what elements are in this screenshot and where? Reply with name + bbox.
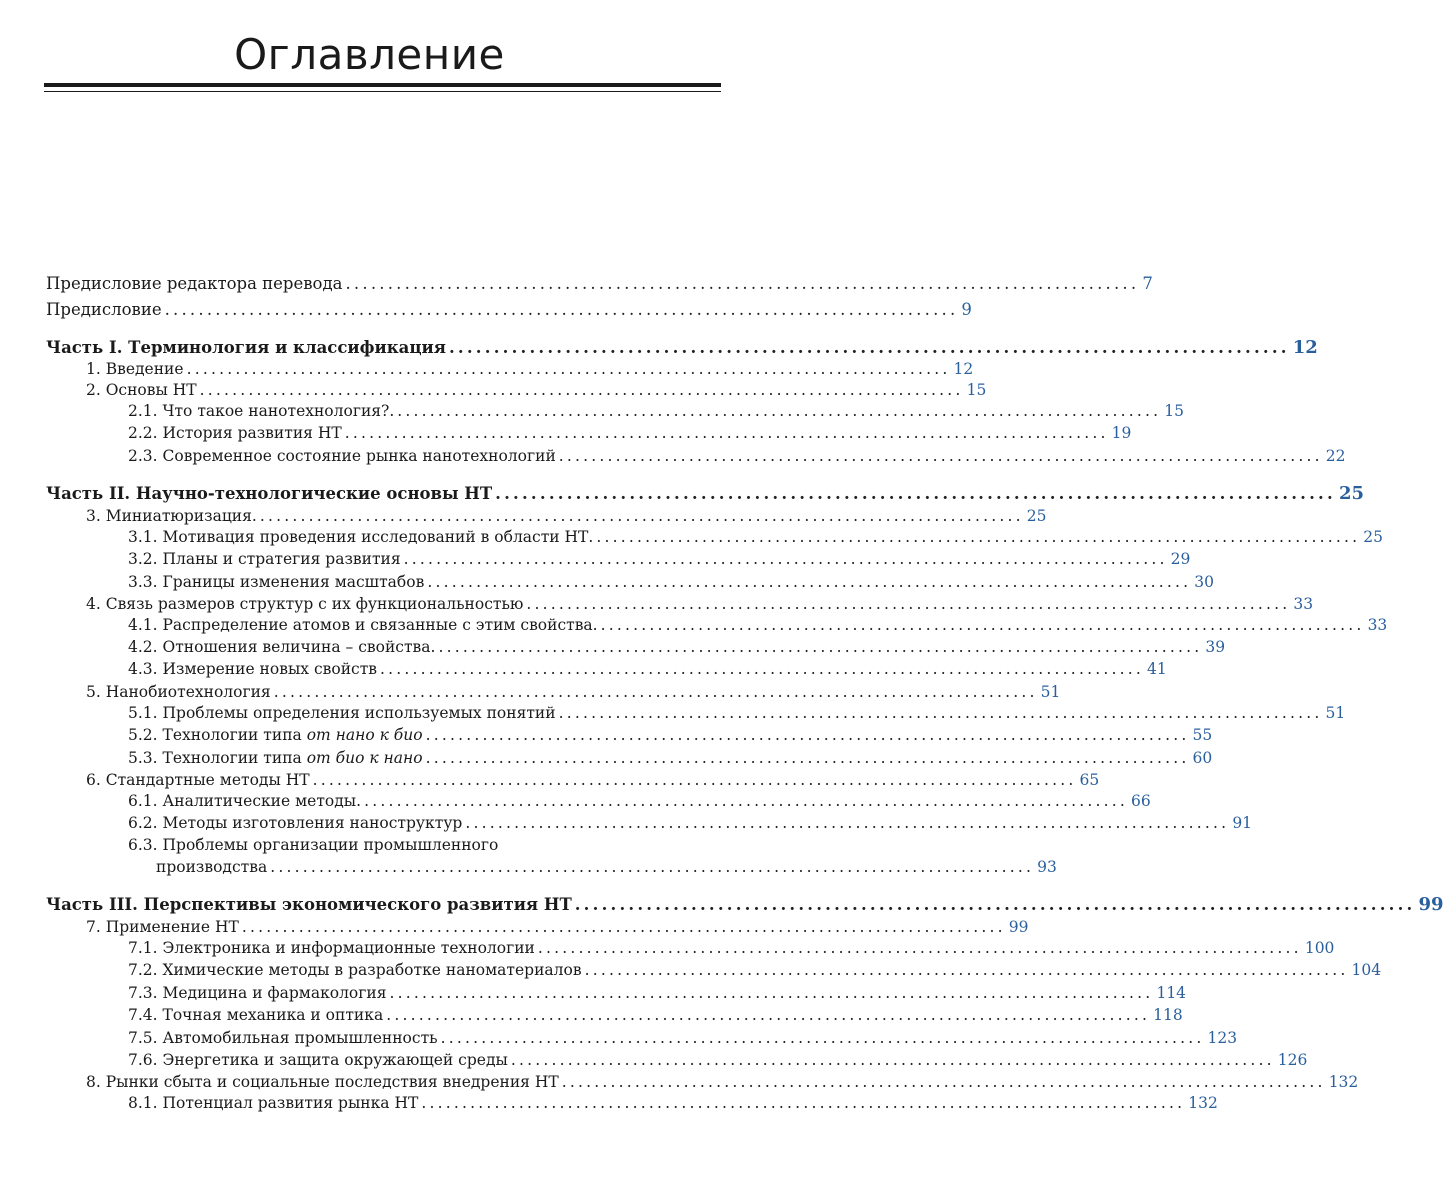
toc-section[interactable]: 7.4. Точная механика и оптика .............................................................................................. 118 <box>128 1006 1183 1024</box>
toc-section[interactable]: 3.1. Мотивация проведения исследований в области НТ. .............................................................................................. 25 <box>128 528 1384 546</box>
toc-chapter[interactable]: 7. Применение НТ .............................................................................................. 99 <box>86 918 1029 936</box>
toc-chapter[interactable]: 3. Миниатюризация. .............................................................................................. 25 <box>86 507 1047 525</box>
toc-section[interactable]: 7.3. Медицина и фармакология .............................................................................................. 114 <box>128 984 1187 1002</box>
toc-section[interactable]: 4.3. Измерение новых свойств .............................................................................................. 41 <box>128 660 1167 678</box>
title-rule-thick <box>44 83 721 87</box>
toc-section[interactable]: 3.3. Границы изменения масштабов .............................................................................................. 30 <box>128 573 1214 591</box>
toc-section-line1[interactable]: 6.3. Проблемы организации промышленного <box>128 836 499 854</box>
toc-section-line2[interactable]: производства .............................................................................................. 93 <box>156 858 1057 876</box>
page-title: Оглавление <box>234 30 505 79</box>
toc-section[interactable]: 5.3. Технологии типа от био к нано .............................................................................................. 60 <box>128 749 1213 767</box>
toc-section[interactable]: 7.1. Электроника и информационные технологии .............................................................................................. 100 <box>128 939 1335 957</box>
toc-section[interactable]: 8.1. Потенциал развития рынка НТ .............................................................................................. 132 <box>128 1094 1218 1112</box>
toc-section[interactable]: 6.2. Методы изготовления наноструктур .............................................................................................. 91 <box>128 814 1253 832</box>
toc-chapter[interactable]: 5. Нанобиотехнология .............................................................................................. 51 <box>86 683 1061 701</box>
toc-chapter[interactable]: 4. Связь размеров структур с их функциональностью .............................................................................................. 33 <box>86 595 1314 613</box>
toc-section[interactable]: 5.1. Проблемы определения используемых понятий .............................................................................................. 51 <box>128 704 1346 722</box>
toc-section[interactable]: 2.3. Современное состояние рынка нанотехнологий .............................................................................................. 22 <box>128 447 1346 465</box>
toc-chapter[interactable]: 1. Введение .............................................................................................. 12 <box>86 360 974 378</box>
toc-entry[interactable]: Предисловие .............................................................................................. 9 <box>46 300 972 319</box>
toc-section[interactable]: 5.2. Технологии типа от нано к био .............................................................................................. 55 <box>128 726 1213 744</box>
toc-section[interactable]: 7.6. Энергетика и защита окружающей среды .............................................................................................. 126 <box>128 1051 1308 1069</box>
toc-section[interactable]: 7.2. Химические методы в разработке наноматериалов .............................................................................................. 104 <box>128 961 1382 979</box>
toc-section[interactable]: 4.1. Распределение атомов и связанные с этим свойства. .............................................................................................. 33 <box>128 616 1388 634</box>
toc-chapter[interactable]: 2. Основы НТ .............................................................................................. 15 <box>86 381 987 399</box>
toc-entry[interactable]: Предисловие редактора перевода .............................................................................................. 7 <box>46 274 1153 293</box>
toc-section[interactable]: 6.1. Аналитические методы. .............................................................................................. 66 <box>128 792 1151 810</box>
toc-section[interactable]: 3.2. Планы и стратегия развития .............................................................................................. 29 <box>128 550 1191 568</box>
toc-part[interactable]: Часть II. Научно-технологические основы НТ .............................................................................................. 25 <box>46 483 1364 504</box>
toc-chapter[interactable]: 8. Рынки сбыта и социальные последствия внедрения НТ .............................................................................................. 132 <box>86 1073 1359 1091</box>
toc-part[interactable]: Часть I. Терминология и классификация .............................................................................................. 12 <box>46 337 1318 358</box>
toc-part[interactable]: Часть III. Перспективы экономического развития НТ .............................................................................................. 99 <box>46 894 1444 915</box>
toc-chapter[interactable]: 6. Стандартные методы НТ .............................................................................................. 65 <box>86 771 1100 789</box>
toc-section[interactable]: 2.2. История развития НТ .............................................................................................. 19 <box>128 424 1132 442</box>
toc-section[interactable]: 4.2. Отношения величина – свойства. .............................................................................................. 39 <box>128 638 1226 656</box>
title-rule-thin <box>44 91 721 92</box>
toc-section[interactable]: 7.5. Автомобильная промышленность .............................................................................................. 123 <box>128 1029 1238 1047</box>
toc-section[interactable]: 2.1. Что такое нанотехнология?. .............................................................................................. 15 <box>128 402 1184 420</box>
